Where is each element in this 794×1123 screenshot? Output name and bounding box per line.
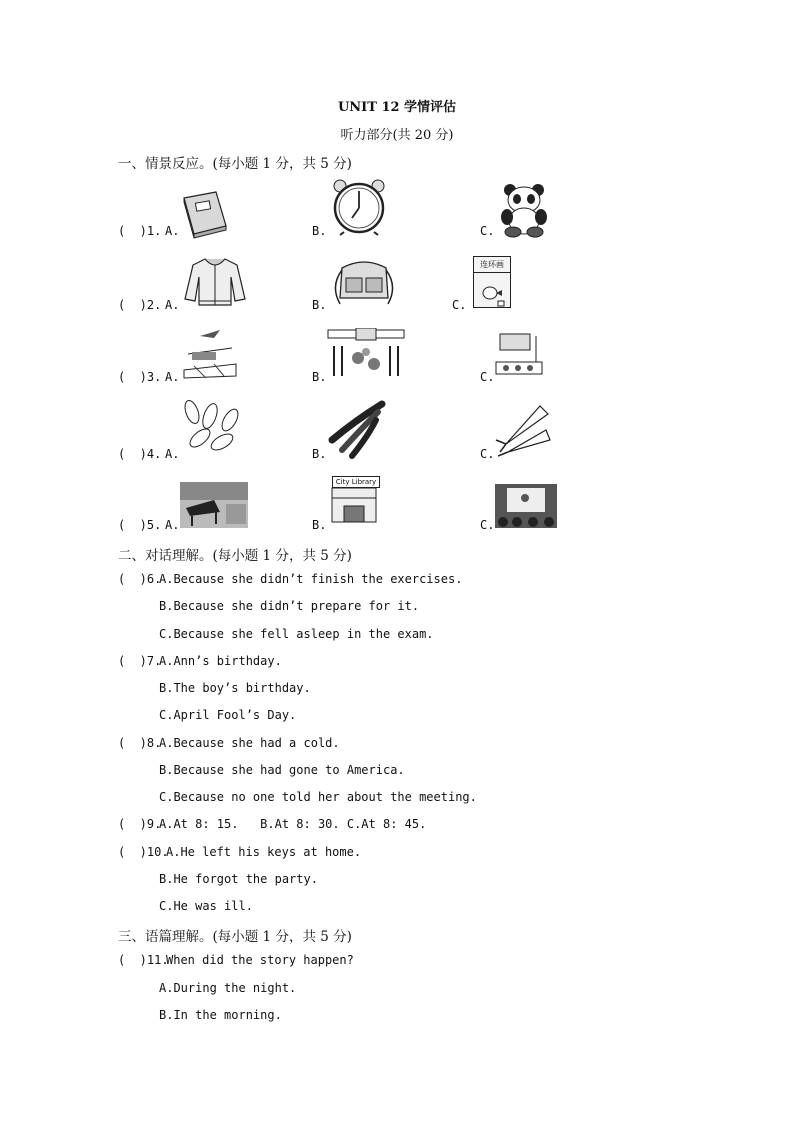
- option-label: A.: [165, 224, 180, 238]
- answer-option: C.He was ill.: [159, 899, 253, 913]
- question-text: When did the story happen?: [166, 953, 354, 967]
- answer-option: B.Because she had gone to America.: [159, 763, 405, 777]
- airshow-icon: [180, 326, 240, 380]
- section-note: (每小题 1 分，共 5 分): [212, 548, 352, 564]
- option-label: A.: [165, 447, 180, 461]
- question-number: ( )11.: [118, 953, 169, 967]
- option-label: A.: [165, 370, 180, 384]
- question-number: ( )3.: [118, 370, 162, 384]
- zoo-icon: [326, 328, 406, 380]
- page-title: UNIT 12 学情评估: [337, 100, 457, 115]
- option-label: A.: [165, 298, 180, 312]
- jacket-icon: [183, 255, 247, 307]
- section-title: 二、对话理解。: [118, 548, 213, 564]
- carrots-icon: [492, 400, 552, 460]
- section-note: (每小题 1 分，共 5 分): [212, 929, 352, 945]
- section-title: 一、情景反应。: [118, 156, 213, 172]
- question-number: ( )1.: [118, 224, 162, 238]
- option-label: C.: [480, 518, 495, 532]
- question-number: ( )4.: [118, 447, 162, 461]
- panda-toy-icon: [498, 182, 550, 238]
- question-number: ( )7.: [118, 654, 162, 668]
- concert-hall-icon: [180, 482, 248, 528]
- option-label: B.: [312, 224, 327, 238]
- section-heading-2: [118, 544, 352, 564]
- page-subtitle: 听力部分(共 20 分): [340, 128, 454, 143]
- option-label: B.: [312, 447, 327, 461]
- answer-option: A.Ann’s birthday.: [159, 654, 282, 668]
- library-icon: [328, 474, 380, 524]
- answer-option: C.April Fool’s Day.: [159, 708, 297, 722]
- answer-option: A.Because she didn’t finish the exercises.: [159, 572, 463, 586]
- cinema-icon: [495, 484, 557, 528]
- question-number: ( )8.: [118, 736, 162, 750]
- option-label: C.: [452, 298, 467, 312]
- library-sign: City Library: [332, 476, 380, 488]
- answer-option: B.He forgot the party.: [159, 872, 318, 886]
- book-icon: [180, 188, 230, 240]
- question-number: ( )5.: [118, 518, 162, 532]
- option-label: C.: [480, 447, 495, 461]
- option-label: A.: [165, 518, 180, 532]
- question-number: ( )6.: [118, 572, 162, 586]
- section-note: (每小题 1 分，共 5 分): [212, 156, 352, 172]
- option-label: C.: [480, 370, 495, 384]
- section-heading-1: [118, 152, 352, 172]
- peapods-icon: [326, 400, 386, 460]
- answer-option: B.Because she didn’t prepare for it.: [159, 599, 420, 613]
- answer-option: B.In the morning.: [159, 1008, 282, 1022]
- question-number: ( )9.: [118, 817, 162, 831]
- answer-option: A.At 8: 15. B.At 8: 30. C.At 8: 45.: [159, 817, 427, 831]
- backpack-icon: [332, 256, 396, 306]
- comic-title: 连环画: [474, 257, 510, 273]
- market-icon: [494, 332, 544, 378]
- option-label: C.: [480, 224, 495, 238]
- answer-option: C.Because she fell asleep in the exam.: [159, 627, 434, 641]
- alarm-clock-icon: [330, 178, 388, 236]
- answer-option: A.He left his keys at home.: [166, 845, 362, 859]
- section-heading-3: [118, 925, 352, 945]
- answer-option: C.Because no one told her about the meeting.: [159, 790, 477, 804]
- question-number: ( )2.: [118, 298, 162, 312]
- section-title: 三、语篇理解。: [118, 929, 213, 945]
- question-number: ( )10.: [118, 845, 169, 859]
- beans-icon: [180, 398, 242, 452]
- comic-book-icon: [473, 256, 511, 308]
- option-label: B.: [312, 370, 327, 384]
- answer-option: A.Because she had a cold.: [159, 736, 340, 750]
- option-label: B.: [312, 298, 327, 312]
- answer-option: B.The boy’s birthday.: [159, 681, 311, 695]
- option-label: B.: [312, 518, 327, 532]
- answer-option: A.During the night.: [159, 981, 297, 995]
